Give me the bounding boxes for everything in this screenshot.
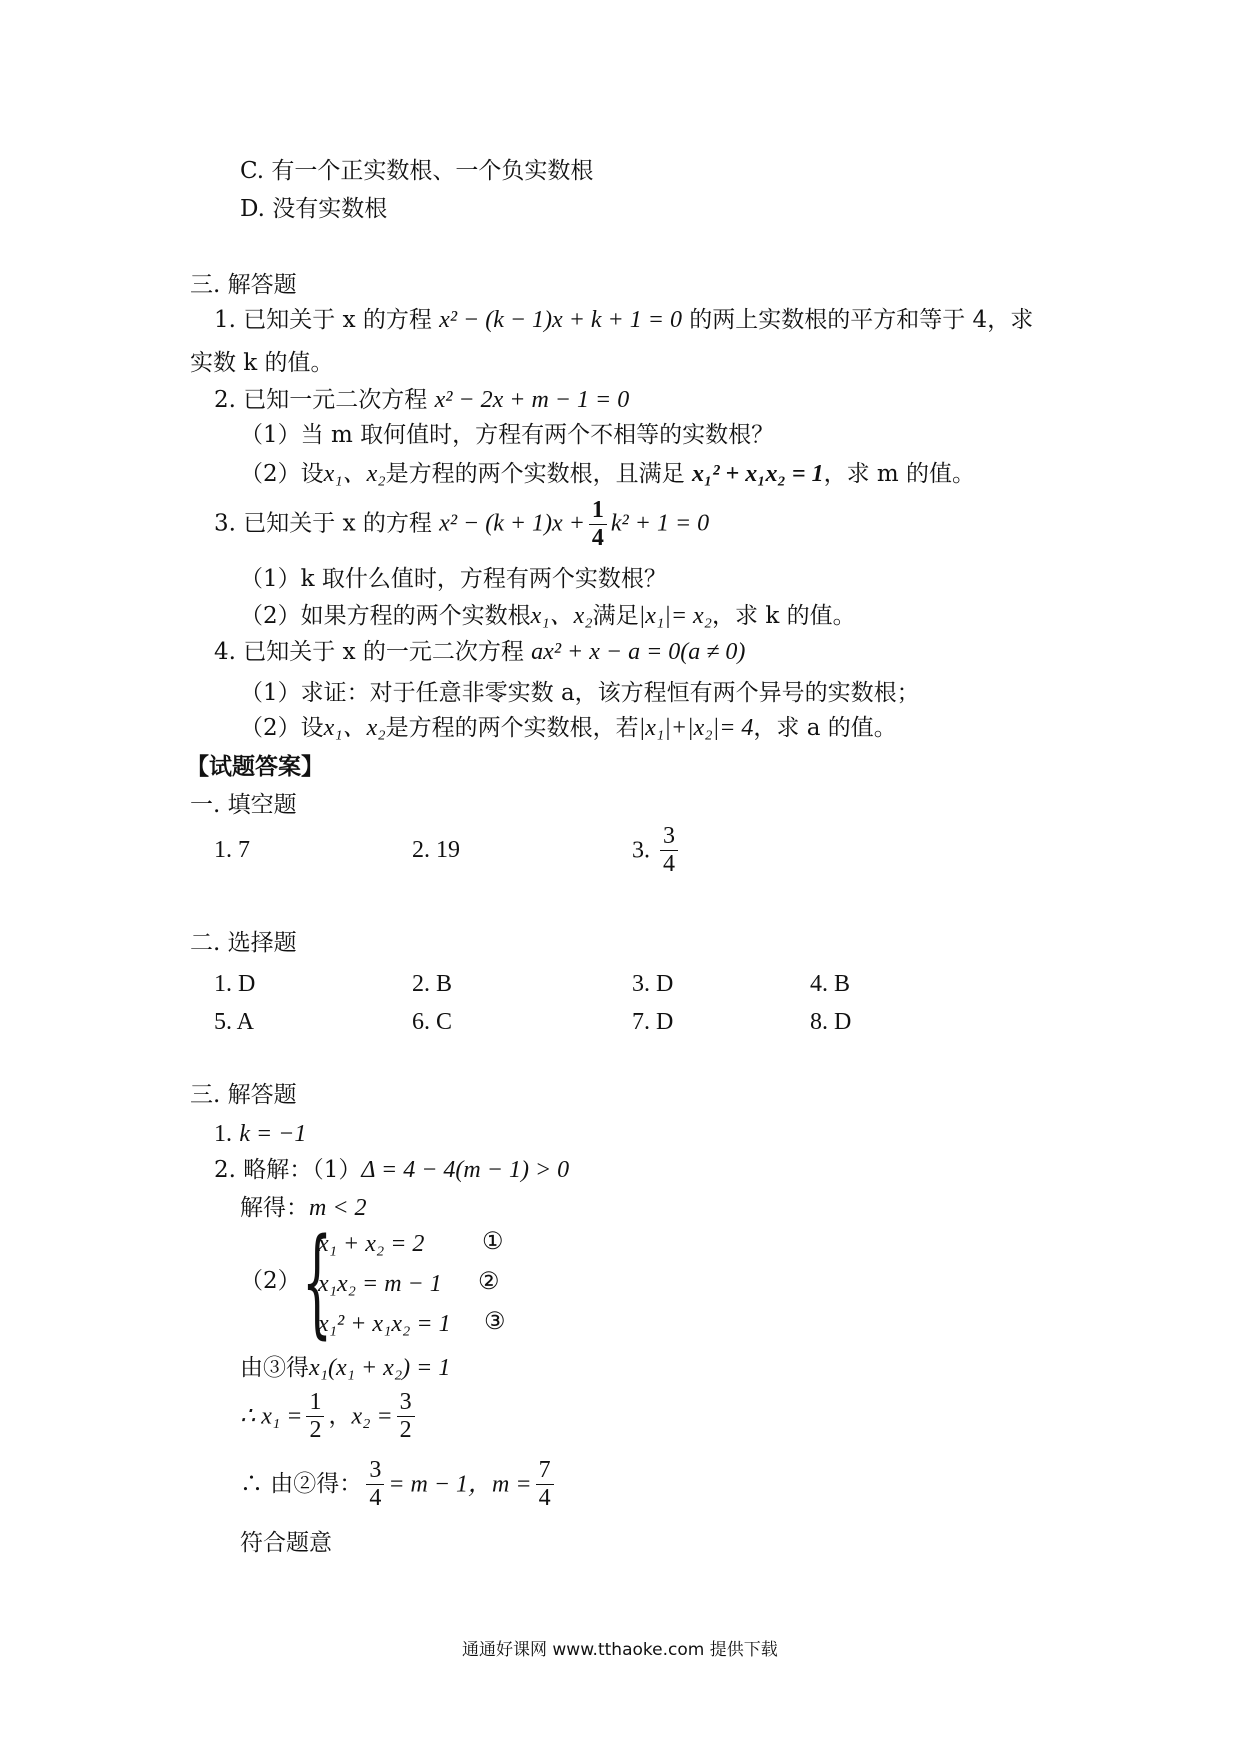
circled-number-2: ② bbox=[478, 1269, 500, 1295]
fill-answer-1: 1. 7 bbox=[214, 837, 250, 863]
fill-answer-2: 2. 19 bbox=[412, 837, 460, 863]
conclusion: 符合题意 bbox=[240, 1530, 332, 1556]
question-4-equation: ax² + x − a = 0(a ≠ 0) bbox=[531, 639, 746, 665]
question-3-part1: （1）k 取什么值时，方程有两个实数根？ bbox=[240, 566, 667, 592]
choice-c: C. 有一个正实数根、一个负实数根 bbox=[240, 158, 594, 184]
question-2-part2: （2）设x₁、x₂是方程的两个实数根，且满足 x₁² + x₁x₂ = 1，求 m 的值。 bbox=[240, 461, 976, 487]
system-eq-1: x₁ + x₂ = 2 bbox=[318, 1231, 425, 1257]
derivation-step-1: 由③得x₁(x₁ + x₂) = 1 bbox=[240, 1355, 451, 1381]
fill-heading: 一. 填空题 bbox=[190, 792, 297, 818]
choice-heading: 二. 选择题 bbox=[190, 930, 297, 956]
system-eq-2: x₁x₂ = m − 1 bbox=[318, 1271, 442, 1297]
choice-answer-5: 5. A bbox=[214, 1009, 255, 1035]
derivation-step-3: ∴ 由②得： $\frac{3}{4}$ = m − 1，m = $\frac{7}{4}$ bbox=[240, 1458, 558, 1511]
question-1-line2: 实数 k 的值。 bbox=[190, 350, 334, 376]
question-2-condition: x₁² + x₁x₂ = 1 bbox=[691, 461, 824, 487]
section-heading-solve: 三. 解答题 bbox=[190, 272, 297, 298]
choice-answer-3: 3. D bbox=[632, 971, 674, 997]
question-2-equation: x² − 2x + m − 1 = 0 bbox=[434, 387, 630, 413]
system-eq-3: x₁² + x₁x₂ = 1 bbox=[318, 1311, 451, 1337]
choice-answer-8: 8. D bbox=[810, 1009, 852, 1035]
question-2: 2. 已知一元二次方程 x² − 2x + m − 1 = 0 bbox=[214, 387, 630, 413]
choice-answer-7: 7. D bbox=[632, 1009, 674, 1035]
circled-number-3: ③ bbox=[484, 1309, 506, 1335]
question-1: 1. 已知关于 x 的方程 x² − (k − 1)x + k + 1 = 0 的两上实数根的平方和等于 4，求 bbox=[214, 307, 1034, 333]
question-4-part1: （1）求证：对于任意非零实数 a，该方程恒有两个异号的实数根； bbox=[240, 680, 920, 706]
solve-answer-2-result: 解得：m < 2 bbox=[240, 1195, 367, 1221]
left-brace: { bbox=[302, 1212, 333, 1350]
question-3-fraction: $\frac{1}{4}$ bbox=[589, 498, 607, 551]
circled-number-1: ① bbox=[482, 1229, 504, 1255]
question-1-equation: x² − (k − 1)x + k + 1 = 0 bbox=[439, 307, 682, 333]
question-4-part2: （2）设x₁、x₂是方程的两个实数根，若|x₁|+|x₂|= 4，求 a 的值。 bbox=[240, 715, 897, 741]
question-2-part1: （1）当 m 取何值时，方程有两个不相等的实数根？ bbox=[240, 422, 775, 448]
fill-answer-3: 3. $\frac{3}{4}$ bbox=[632, 824, 682, 877]
choice-answer-4: 4. B bbox=[810, 971, 851, 997]
answers-heading: 【试题答案】 bbox=[186, 754, 324, 780]
system-part-label: （2） bbox=[240, 1268, 301, 1294]
derivation-step-2: ∴ x₁ = $\frac{1}{2}$ ，x₂ = $\frac{3}{2}$ bbox=[240, 1390, 419, 1443]
choice-answer-2: 2. B bbox=[412, 971, 453, 997]
solve-answer-1: 1. k = −1 bbox=[214, 1121, 307, 1147]
choice-d: D. 没有实数根 bbox=[240, 196, 388, 222]
page-footer: 通通好课网 www.tthaoke.com 提供下载 bbox=[462, 1640, 778, 1660]
question-3-part2: （2）如果方程的两个实数根x₁、x₂满足|x₁|= x₂，求 k 的值。 bbox=[240, 603, 856, 629]
question-3: 3. 已知关于 x 的方程 x² − (k + 1)x + $\frac{1}{4}$ k² + 1 = 0 bbox=[214, 497, 710, 552]
choice-answer-1: 1. D bbox=[214, 971, 256, 997]
solve-heading: 三. 解答题 bbox=[190, 1082, 297, 1108]
choice-answer-6: 6. C bbox=[412, 1009, 453, 1035]
solve-answer-2: 2. 略解：（1）Δ = 4 − 4(m − 1) > 0 bbox=[214, 1157, 570, 1183]
question-4: 4. 已知关于 x 的一元二次方程 ax² + x − a = 0(a ≠ 0) bbox=[214, 639, 746, 665]
